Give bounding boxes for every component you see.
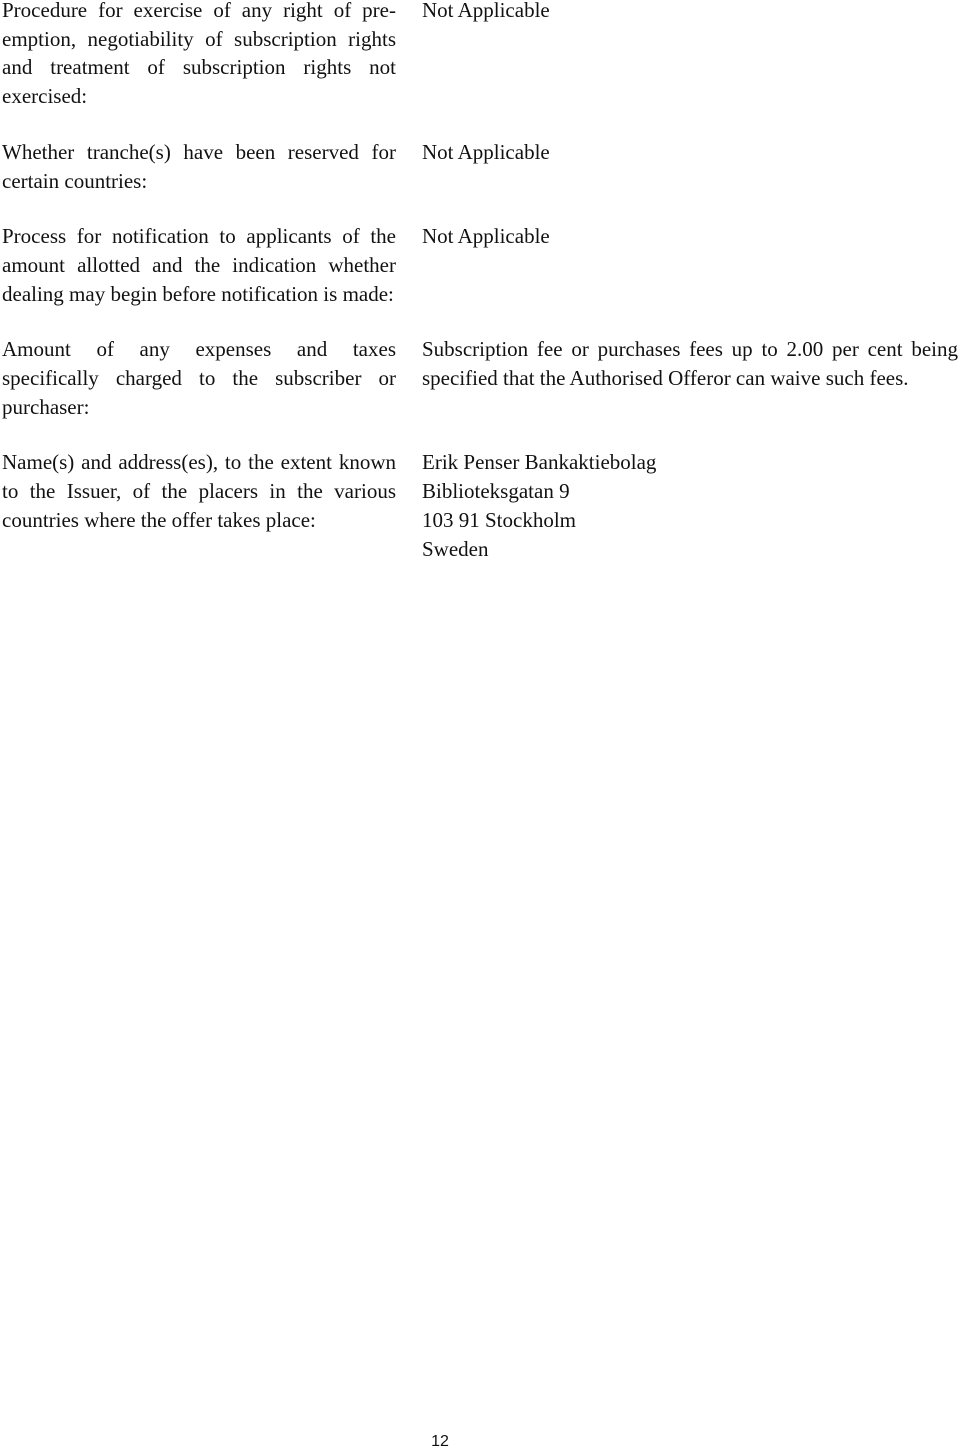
table-row [2, 448, 958, 563]
table-row [2, 138, 958, 195]
table-row [2, 222, 958, 308]
page-number: 12 [431, 1433, 449, 1450]
row-label-pre-emption: Procedure for exercise of any right of pre-emption, negotiability of subscription rights and treatment of subscription rights not exercised: [2, 0, 396, 109]
row-value-tranches: Not Applicable [422, 139, 550, 164]
row-value-notification: Not Applicable [422, 224, 550, 249]
placer-street: Biblioteksgatan 9 [422, 479, 570, 504]
table-row [2, 0, 958, 111]
table-row [2, 335, 958, 421]
terms-table [2, 0, 958, 563]
row-label-tranches: Whether tranche(s) have been reserved for certain countries: [2, 139, 396, 193]
row-value-expenses: Subscription fee or purchases fees up to 2.00 per cent being specified that the Authorised Offeror can waive such fees. [422, 337, 958, 391]
row-label-expenses: Amount of any expenses and taxes specifically charged to the subscriber or purchaser: [2, 337, 396, 419]
placer-name: Erik Penser Bankaktiebolag [422, 450, 657, 475]
row-value-placers-address [422, 448, 958, 563]
placer-country: Sweden [422, 536, 489, 561]
row-label-notification: Process for notification to applicants of the amount allotted and the indication whether dealing may begin before notification is made: [2, 224, 396, 306]
row-label-placers: Name(s) and address(es), to the extent known to the Issuer, of the placers in the various countries where the offer takes place: [2, 450, 396, 532]
row-value-pre-emption: Not Applicable [422, 0, 550, 22]
placer-city: 103 91 Stockholm [422, 507, 577, 532]
